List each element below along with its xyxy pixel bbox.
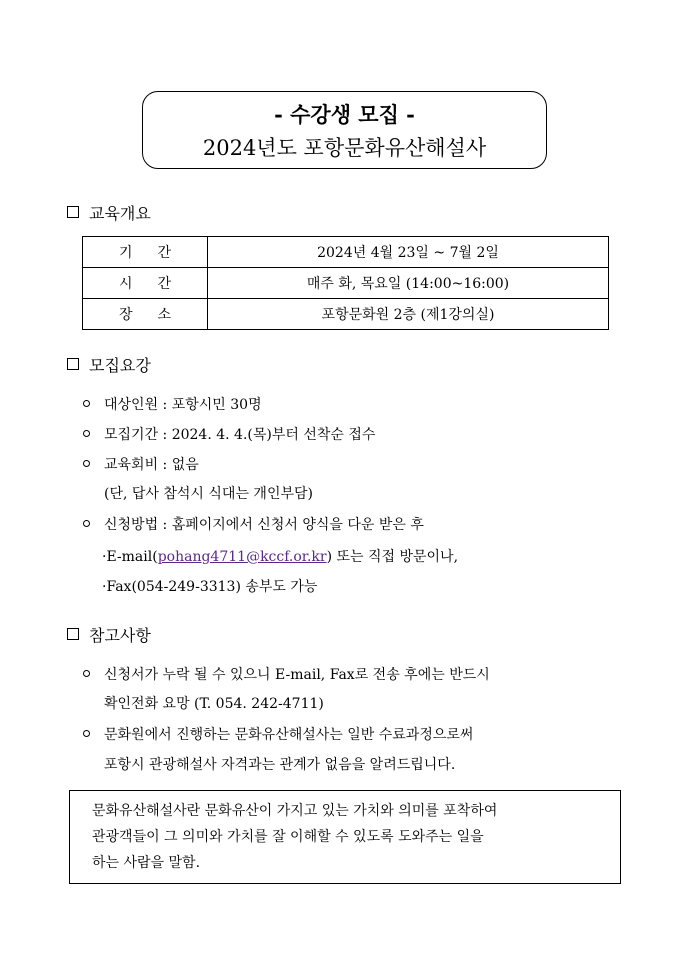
circle-bullet-icon <box>83 460 90 467</box>
recruit-email-line <box>102 547 458 567</box>
note-item-1-text: 신청서가 누락 될 수 있으니 E-mail, Fax로 전송 후에는 반드시 <box>104 667 490 683</box>
circle-bullet-icon <box>83 670 90 677</box>
square-bullet-icon <box>67 206 79 218</box>
definition-line-3: 하는 사람을 말함. <box>92 855 201 871</box>
recruit-fee <box>83 455 199 475</box>
definition-box <box>69 790 621 884</box>
table-row <box>83 299 609 330</box>
row-label-place <box>83 299 208 330</box>
square-bullet-icon <box>67 628 79 640</box>
recruit-period <box>83 425 375 445</box>
section-header-notes <box>67 622 151 646</box>
label-char: 소 <box>157 307 171 323</box>
note-item-1-cont: 확인전화 요망 (T. 054. 242-4711) <box>104 696 324 712</box>
circle-bullet-icon <box>83 520 90 527</box>
label-char: 기 <box>119 245 133 261</box>
label-char: 간 <box>157 276 171 292</box>
label-char: 장 <box>119 307 133 323</box>
email-suffix: ) 또는 직접 방문이나, <box>326 549 459 565</box>
recruit-target <box>83 395 262 415</box>
recruit-period-text: 모집기간 : 2024. 4. 4.(목)부터 선착순 접수 <box>104 427 376 443</box>
row-label-time <box>83 268 208 299</box>
section-header-overview <box>67 200 151 224</box>
definition-line-2: 관광객들이 그 의미와 가치를 잘 이해할 수 있도록 도와주는 일을 <box>92 829 484 845</box>
section-header-recruit <box>67 352 151 376</box>
note-item-2 <box>83 725 473 745</box>
title-program: 2024년도 포항문화유산해설사 <box>202 136 487 160</box>
row-value-period: 2024년 4월 23일 ~ 7월 2일 <box>208 237 609 268</box>
section-title-recruit: 모집요강 <box>89 355 151 375</box>
email-prefix: ·E-mail( <box>102 549 158 565</box>
row-label-period <box>83 237 208 268</box>
email-link[interactable]: pohang4711@kccf.or.kr <box>157 549 327 565</box>
label-char: 간 <box>157 245 171 261</box>
section-title-notes: 참고사항 <box>89 625 151 645</box>
title-recruit: - 수강생 모집 - <box>274 102 415 127</box>
recruit-fee-text: 교육회비 : 없음 <box>104 457 199 473</box>
recruit-method-text: 신청방법 : 홈페이지에서 신청서 양식을 다운 받은 후 <box>104 517 424 533</box>
recruit-target-text: 대상인원 : 포항시민 30명 <box>104 397 262 413</box>
recruit-method <box>83 515 424 535</box>
row-value-place: 포항문화원 2층 (제1강의실) <box>208 299 609 330</box>
recruit-fee-note: (단, 답사 참석시 식대는 개인부담) <box>104 486 313 502</box>
row-value-time: 매주 화, 목요일 (14:00~16:00) <box>208 268 609 299</box>
note-item-2-cont: 포항시 관광해설사 자격과는 관계가 없음을 알려드립니다. <box>104 757 456 773</box>
recruit-fax-line: ·Fax(054-249-3313) 송부도 가능 <box>102 579 318 595</box>
definition-line-1: 문화유산해설사란 문화유산이 가지고 있는 가치와 의미를 포착하여 <box>92 803 498 819</box>
square-bullet-icon <box>67 358 79 370</box>
overview-table <box>82 236 609 330</box>
note-item-1 <box>83 665 490 685</box>
label-char: 시 <box>119 276 133 292</box>
table-row <box>83 268 609 299</box>
circle-bullet-icon <box>83 430 90 437</box>
note-item-2-text: 문화원에서 진행하는 문화유산해설사는 일반 수료과정으로써 <box>104 727 474 743</box>
table-row <box>83 237 609 268</box>
section-title-overview: 교육개요 <box>89 203 151 223</box>
circle-bullet-icon <box>83 400 90 407</box>
circle-bullet-icon <box>83 730 90 737</box>
title-box <box>142 91 547 169</box>
